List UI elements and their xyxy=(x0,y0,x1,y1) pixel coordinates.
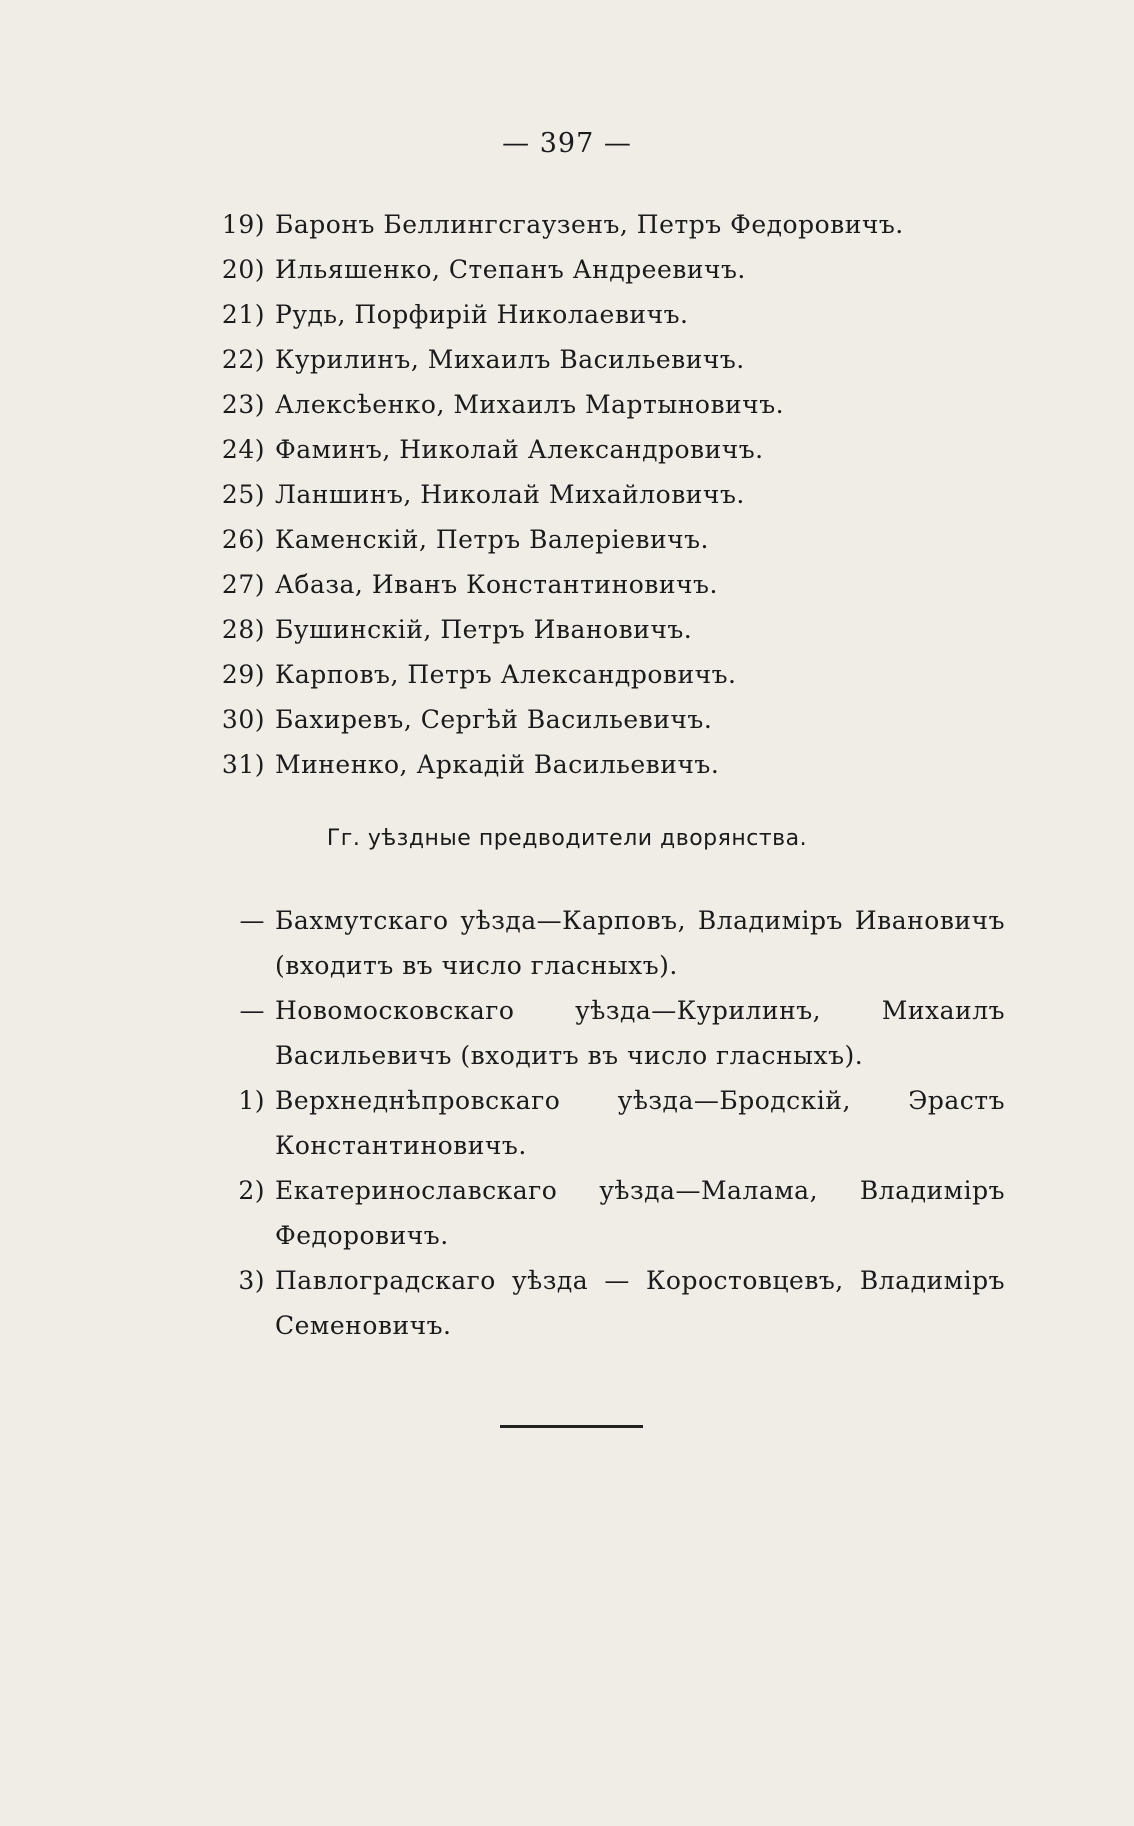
item-number: 30) xyxy=(221,705,265,734)
item-number: 19) xyxy=(221,210,265,239)
item-number: 24) xyxy=(221,435,265,464)
member-name: Ланшинъ, Николай Михайловичъ. xyxy=(275,480,745,509)
list-item xyxy=(195,525,1015,570)
list-item xyxy=(195,1078,1005,1168)
member-name: Абаза, Иванъ Константиновичъ. xyxy=(275,570,718,599)
item-number: 2) xyxy=(238,1176,265,1205)
end-rule xyxy=(500,1425,643,1428)
list-item xyxy=(195,300,1015,345)
item-number: 27) xyxy=(221,570,265,599)
item-number: 1) xyxy=(238,1086,265,1115)
member-name: Курилинъ, Михаилъ Васильевичъ. xyxy=(275,345,745,374)
item-number: 23) xyxy=(221,390,265,419)
member-name: Баронъ Беллингсгаузенъ, Петръ Федоровичъ. xyxy=(275,210,904,239)
list-item xyxy=(195,615,1015,660)
list-item xyxy=(195,1168,1005,1258)
item-number: 31) xyxy=(221,750,265,779)
marshals-list xyxy=(195,898,1005,1348)
member-name: Ильяшенко, Степанъ Андреевичъ. xyxy=(275,255,746,284)
member-name: Карповъ, Петръ Александровичъ. xyxy=(275,660,737,689)
member-name: Фаминъ, Николай Александровичъ. xyxy=(275,435,764,464)
item-number: 3) xyxy=(238,1266,265,1295)
list-item xyxy=(195,750,1015,795)
list-item xyxy=(195,1258,1005,1348)
item-number: 20) xyxy=(221,255,265,284)
member-name: Бушинскій, Петръ Ивановичъ. xyxy=(275,615,693,644)
member-name: Миненко, Аркадій Васильевичъ. xyxy=(275,750,720,779)
item-number: 25) xyxy=(221,480,265,509)
page-number: — 397 — xyxy=(502,128,632,159)
list-item xyxy=(195,345,1015,390)
list-item xyxy=(195,898,1005,988)
list-item xyxy=(195,988,1005,1078)
item-number: — xyxy=(239,906,265,935)
item-number: 29) xyxy=(221,660,265,689)
list-item xyxy=(195,570,1015,615)
item-number: 21) xyxy=(221,300,265,329)
list-item xyxy=(195,660,1015,705)
list-item xyxy=(195,435,1015,480)
list-item xyxy=(195,255,1015,300)
marshal-entry: Екатеринославскаго уѣзда—Малама, Владиміръ Федоровичъ. xyxy=(275,1176,1005,1250)
item-number: — xyxy=(239,996,265,1025)
list-item xyxy=(195,390,1015,435)
section-heading: Гг. уѣздные предводители дворянства. xyxy=(326,826,808,851)
members-list xyxy=(195,210,1015,795)
item-number: 26) xyxy=(221,525,265,554)
member-name: Каменскій, Петръ Валеріевичъ. xyxy=(275,525,709,554)
member-name: Бахиревъ, Сергѣй Васильевичъ. xyxy=(275,705,713,734)
item-number: 28) xyxy=(221,615,265,644)
marshal-entry: Бахмутскаго уѣзда—Карповъ, Владиміръ Ивановичъ (входитъ въ число гласныхъ). xyxy=(275,906,1005,980)
list-item xyxy=(195,210,1015,255)
list-item xyxy=(195,480,1015,525)
marshal-entry: Павлоградскаго уѣзда — Коростовцевъ, Владиміръ Семеновичъ. xyxy=(275,1266,1005,1340)
list-item xyxy=(195,705,1015,750)
marshal-entry: Новомосковскаго уѣзда—Курилинъ, Михаилъ Васильевичъ (входитъ въ число гласныхъ). xyxy=(275,996,1005,1070)
member-name: Рудь, Порфирій Николаевичъ. xyxy=(275,300,689,329)
member-name: Алексѣенко, Михаилъ Мартыновичъ. xyxy=(275,390,785,419)
marshal-entry: Верхнеднѣпровскаго уѣзда—Бродскій, Эрастъ Константиновичъ. xyxy=(275,1086,1005,1160)
item-number: 22) xyxy=(221,345,265,374)
